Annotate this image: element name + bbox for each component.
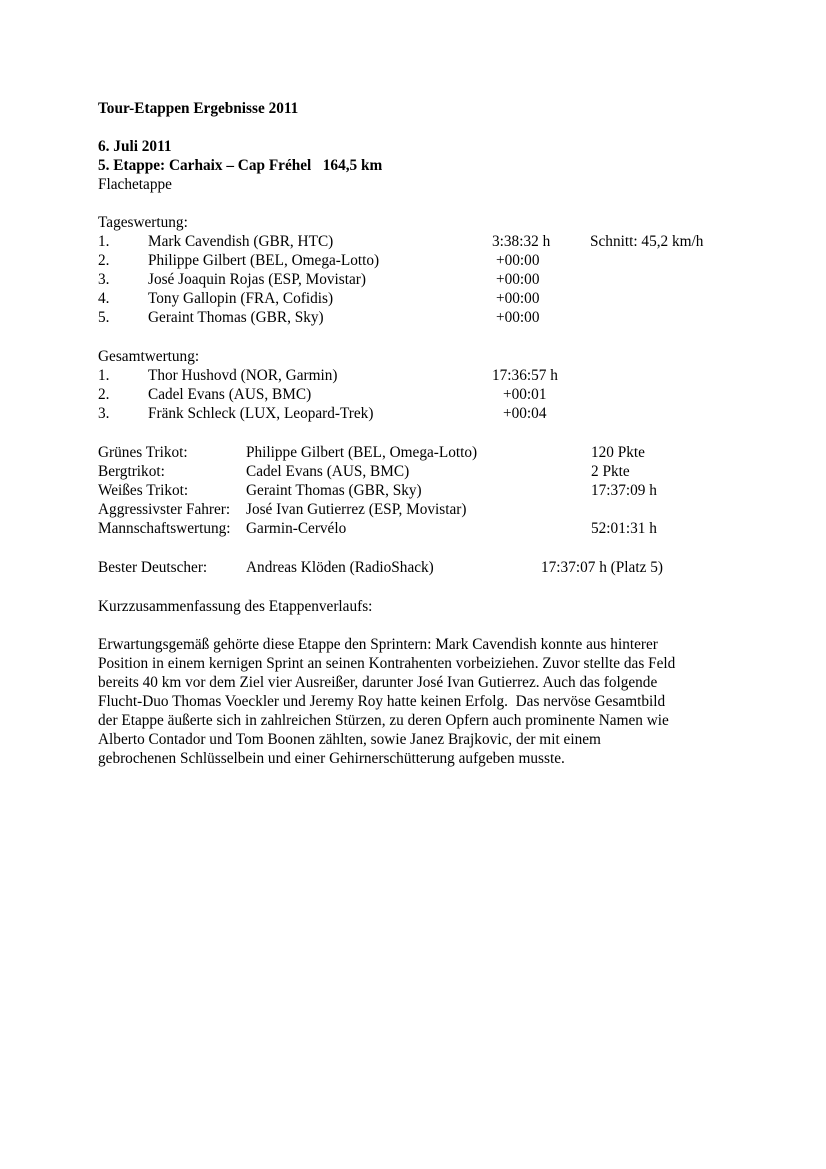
trikot-value: 17:37:09 h [591,482,657,499]
time-value: 3:38:32 h [492,233,551,250]
trikot-label: Mannschaftswertung: [98,520,231,537]
time-value: +00:00 [496,309,540,326]
tageswertung-heading: Tageswertung: [98,214,188,231]
rider-name: Geraint Thomas (GBR, Sky) [148,309,324,326]
trikot-holder: Cadel Evans (AUS, BMC) [246,463,410,480]
time-value: +00:00 [496,252,540,269]
summary-paragraph [98,635,748,768]
summary-line: Erwartungsgemäß gehörte diese Etappe den Sprintern: Mark Cavendish konnte aus hinterer [98,636,658,653]
bester-deutscher-value: 17:37:07 h (Platz 5) [541,559,663,576]
time-value: +00:01 [503,386,547,403]
trikot-holder: Philippe Gilbert (BEL, Omega-Lotto) [246,444,478,461]
summary-line: Alberto Contador und Tom Boonen zählten, sowie Janez Brajkovic, der mit einem [98,731,601,748]
rider-name: Tony Gallopin (FRA, Cofidis) [148,290,334,307]
average-speed: Schnitt: 45,2 km/h [590,233,704,250]
rider-name: Thor Hushovd (NOR, Garmin) [148,367,338,384]
trikot-value: 2 Pkte [591,463,630,480]
summary-line: der Etappe äußerte sich in zahlreichen Stürzen, zu deren Opfern auch prominente Namen wie [98,712,669,729]
trikot-holder: Geraint Thomas (GBR, Sky) [246,482,422,499]
trikot-value: 120 Pkte [591,444,645,461]
document-title: Tour-Etappen Ergebnisse 2011 [98,100,299,117]
rank-number: 1. [98,233,110,250]
bester-deutscher-label: Bester Deutscher: [98,559,208,576]
gesamtwertung-heading: Gesamtwertung: [98,348,200,365]
trikot-value: 52:01:31 h [591,520,657,537]
rank-number: 2. [98,252,110,269]
rider-name: Fränk Schleck (LUX, Leopard-Trek) [148,405,374,422]
time-value: +00:00 [496,271,540,288]
summary-heading: Kurzzusammenfassung des Etappenverlaufs: [98,598,373,615]
trikot-holder: Garmin-Cervélo [246,520,347,537]
trikot-label: Bergtrikot: [98,463,165,480]
time-value: 17:36:57 h [492,367,558,384]
stage-date: 6. Juli 2011 [98,138,172,155]
trikot-label: Grünes Trikot: [98,444,188,461]
rank-number: 5. [98,309,110,326]
trikot-label: Aggressivster Fahrer: [98,501,231,518]
rider-name: Philippe Gilbert (BEL, Omega-Lotto) [148,252,380,269]
summary-line: gebrochenen Schlüsselbein und einer Gehirnerschütterung aufgeben musste. [98,750,565,767]
summary-line: bereits 40 km vor dem Ziel vier Ausreißer, darunter José Ivan Gutierrez. Auch das folgende [98,674,658,691]
rider-name: Cadel Evans (AUS, BMC) [148,386,312,403]
summary-line: Position in einem kernigen Sprint an seinen Kontrahenten vorbeiziehen. Zuvor stellte das Feld [98,655,676,672]
summary-line: Flucht-Duo Thomas Voeckler und Jeremy Roy hatte keinen Erfolg. Das nervöse Gesamtbild [98,693,666,710]
bester-deutscher-name: Andreas Klöden (RadioShack) [246,559,434,576]
time-value: +00:04 [503,405,547,422]
rank-number: 4. [98,290,110,307]
rank-number: 1. [98,367,110,384]
stage-type: Flachetappe [98,176,172,193]
rank-number: 3. [98,405,110,422]
stage-heading: 5. Etappe: Carhaix – Cap Fréhel 164,5 km [98,157,383,174]
trikot-holder: José Ivan Gutierrez (ESP, Movistar) [246,501,467,518]
rider-name: Mark Cavendish (GBR, HTC) [148,233,334,250]
trikot-label: Weißes Trikot: [98,482,189,499]
rank-number: 2. [98,386,110,403]
rank-number: 3. [98,271,110,288]
time-value: +00:00 [496,290,540,307]
rider-name: José Joaquin Rojas (ESP, Movistar) [148,271,366,288]
